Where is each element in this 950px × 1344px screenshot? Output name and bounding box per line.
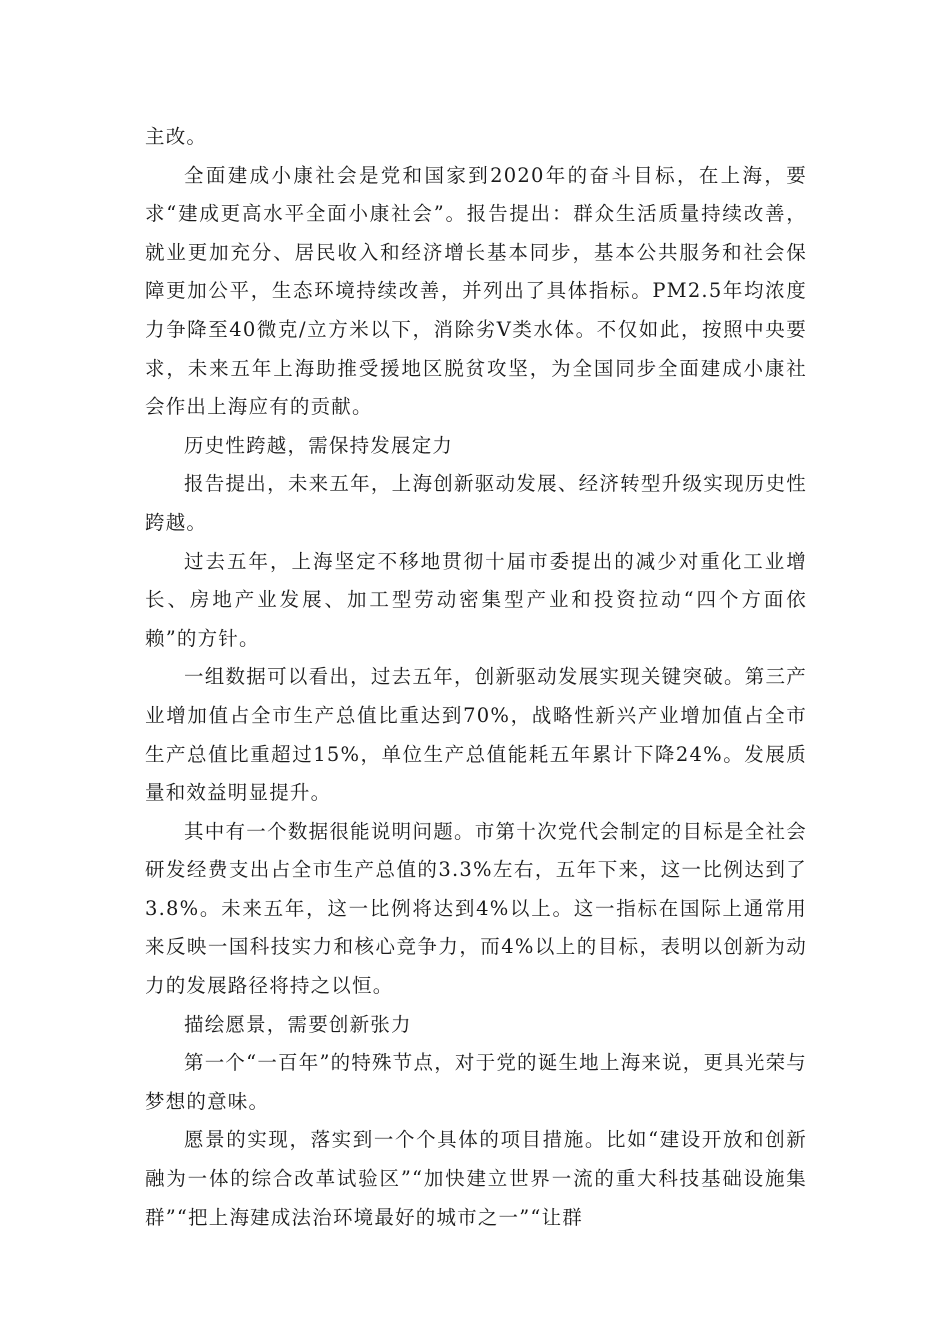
paragraph-1: 主改。 [145,125,208,148]
section-heading-2: 描绘愿景，需要创新张力 [184,1012,412,1036]
paragraph-5: 一组数据可以看出，过去五年，创新驱动发展实现关键突破。第三产业增加值占全市生产总值比重达到70%，战略性新兴产业增加值占全市生产总值比重超过15%，单位生产总值能耗五年累计下降24%。发展质量和效益明显提升。 [145,665,807,805]
paragraph-8: 愿景的实现，落实到一个个具体的项目措施。比如“建设开放和创新融为一体的综合改革试验区”“加快建立世界一流的重大科技基础设施集群”“把上海建成法治环境最好的城市之一”“让群 [145,1128,807,1229]
paragraph-3: 报告提出，未来五年，上海创新驱动发展、经济转型升级实现历史性跨越。 [145,472,807,534]
paragraph-6: 其中有一个数据很能说明问题。市第十次党代会制定的目标是全社会研发经费支出占全市生产总值的3.3%左右，五年下来，这一比例达到了3.8%。未来五年，这一比例将达到4%以上。这一指标在国际上通常用来反映一国科技实力和核心竞争力，而4%以上的目标，表明以创新为动力的发展路径将持之以恒。 [145,819,807,998]
paragraph-4: 过去五年，上海坚定不移地贯彻十届市委提出的减少对重化工业增长、房地产业发展、加工型劳动密集型产业和投资拉动“四个方面依赖”的方针。 [145,549,807,650]
document-body [145,118,807,1237]
section-heading-1: 历史性跨越，需保持发展定力 [184,433,454,457]
paragraph-7: 第一个“一百年”的特殊节点，对于党的诞生地上海来说，更具光荣与梦想的意味。 [145,1051,807,1113]
paragraph-2: 全面建成小康社会是党和国家到2020年的奋斗目标，在上海，要求“建成更高水平全面小康社会”。报告提出：群众生活质量持续改善，就业更加充分、居民收入和经济增长基本同步，基本公共服务和社会保障更加公平，生态环境持续改善，并列出了具体指标。PM2.5年均浓度力争降至40微克/立方米以下，消除劣Ⅴ类水体。不仅如此，按照中央要求，未来五年上海助推受援地区脱贫攻坚，为全国同步全面建成小康社会作出上海应有的贡献。 [145,163,807,419]
